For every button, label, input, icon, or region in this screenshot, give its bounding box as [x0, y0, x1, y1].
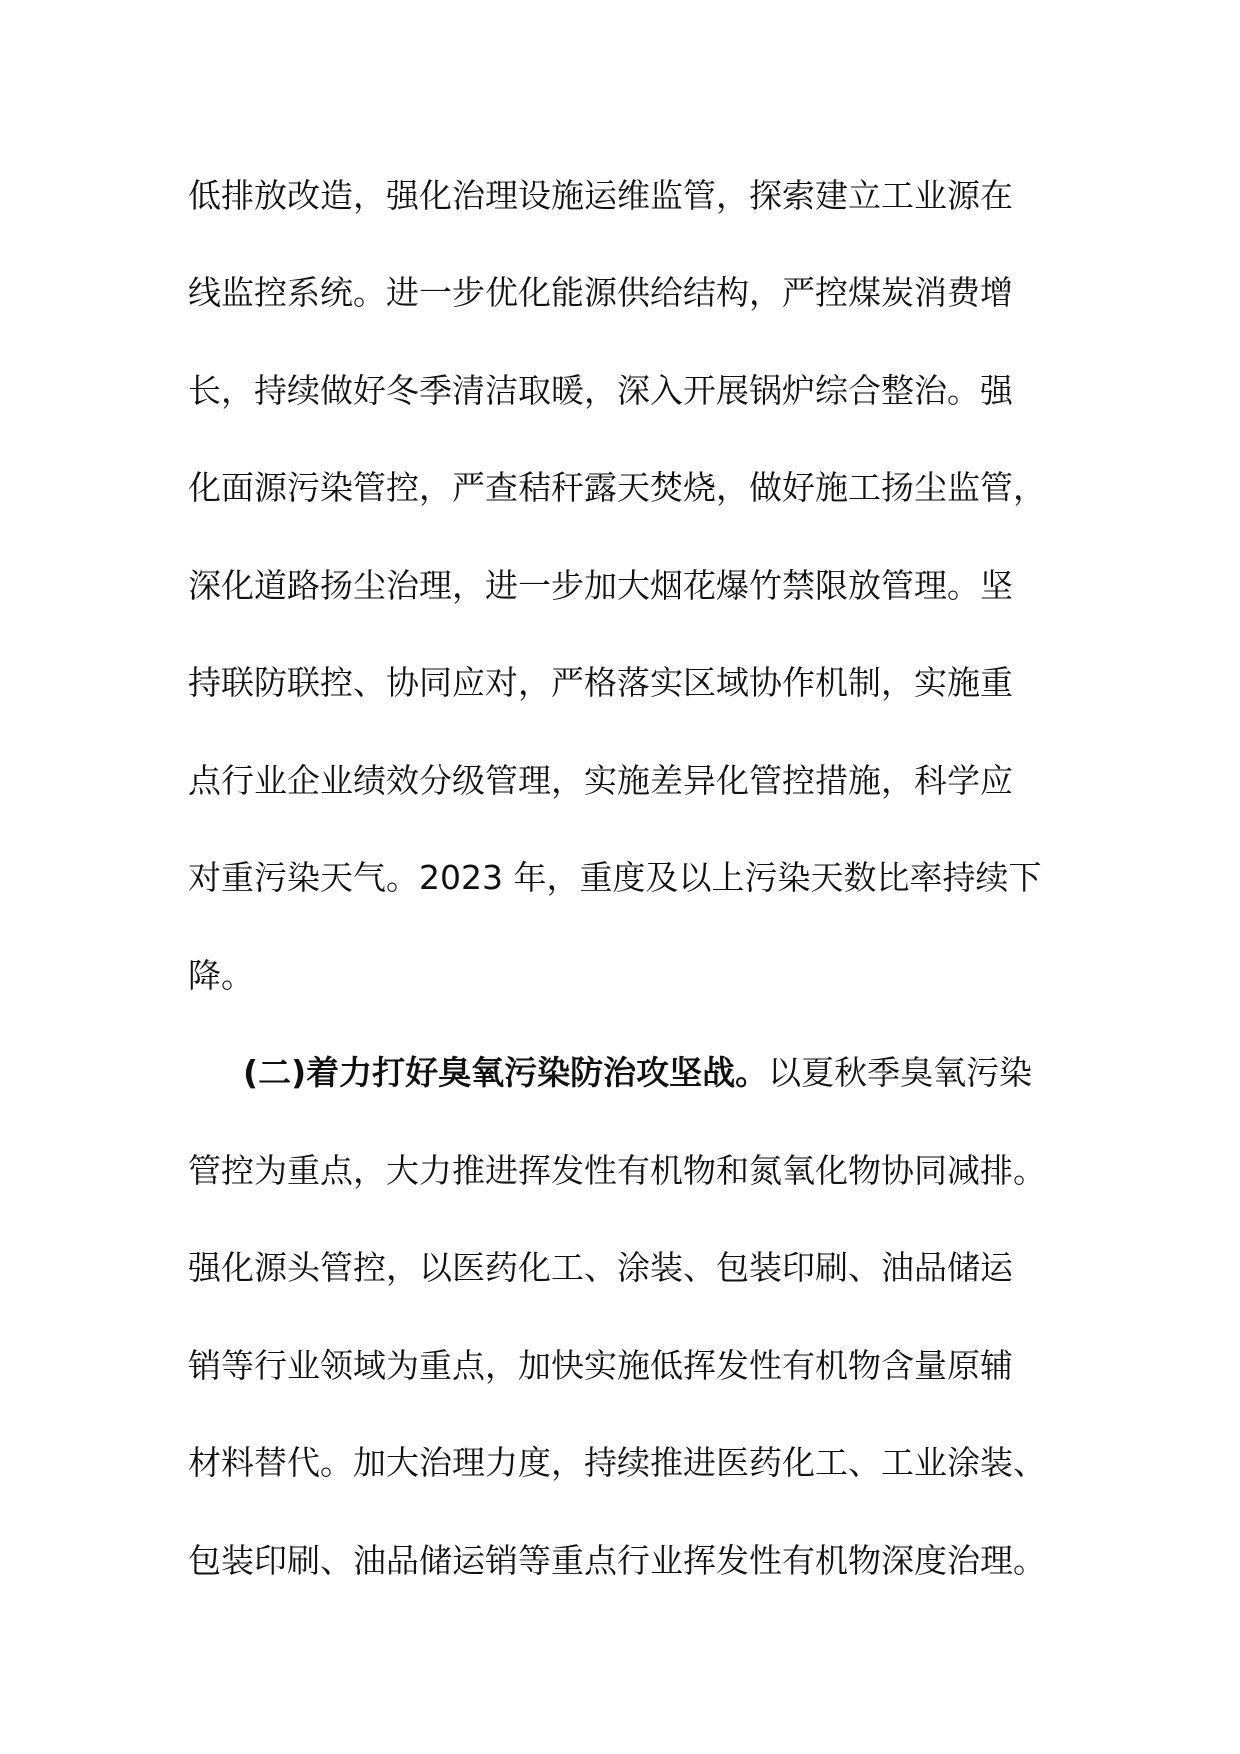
text-line: 管控为重点，大力推进挥发性有机物和氮氧化物协同减排。: [188, 1151, 1046, 1190]
section-heading-rest: 以夏秋季臭氧污染: [768, 1053, 1033, 1092]
text-line: 线监控系统。进一步优化能源供给结构，严控煤炭消费增: [188, 273, 1013, 312]
text-line: 化面源污染管控，严查秸秆露天焚烧，做好施工扬尘监管，: [188, 468, 1046, 507]
text-line: 包装印刷、油品储运销等重点行业挥发性有机物深度治理。: [188, 1541, 1046, 1580]
text-line: 深化道路扬尘治理，进一步加大烟花爆竹禁限放管理。坚: [188, 566, 1013, 605]
section-heading: (二)着力打好臭氧污染防治攻坚战。: [243, 1053, 769, 1092]
text-line: 材料替代。加大治理力度，持续推进医药化工、工业涂装、: [188, 1443, 1046, 1482]
text-line: 销等行业领域为重点，加快实施低挥发性有机物含量原辅: [188, 1346, 1013, 1385]
text-line: 低排放改造，强化治理设施运维监管，探索建立工业源在: [188, 176, 1013, 215]
section-heading-line: [243, 1053, 1032, 1093]
text-line: 长，持续做好冬季清洁取暖，深入开展锅炉综合整治。强: [188, 371, 1013, 410]
text-line: 对重污染天气。2023 年，重度及以上污染天数比率持续下: [188, 858, 1042, 897]
text-line: 强化源头管控，以医药化工、涂装、包装印刷、油品储运: [188, 1248, 1013, 1287]
text-line: 降。: [188, 956, 254, 995]
text-line: 持联防联控、协同应对，严格落实区域协作机制，实施重: [188, 663, 1013, 702]
text-line: 点行业企业绩效分级管理，实施差异化管控措施，科学应: [188, 761, 1013, 800]
